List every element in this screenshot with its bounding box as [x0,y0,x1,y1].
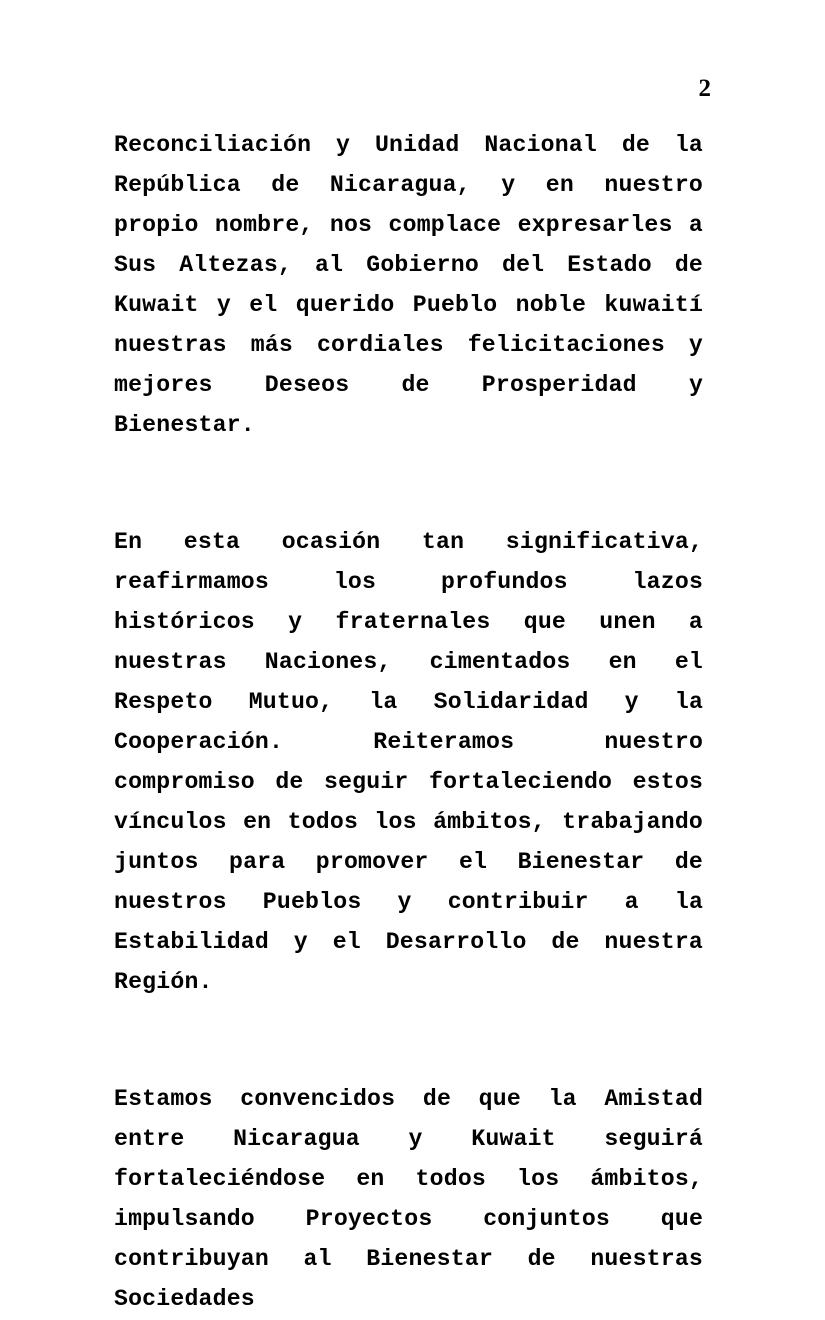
paragraph-3: Estamos convencidos de que la Amistad entre Nicaragua y Kuwait seguirá fortaleciéndose en todos los ámbitos, impulsando Proyectos conjuntos que contribuyan al Bienestar de nuestras Sociedades [114,1086,704,1313]
paragraph-2: En esta ocasión tan significativa, reafirmamos los profundos lazos históricos y fraternales que unen a nuestras Naciones, cimentados en el Respeto Mutuo, la Solidaridad y la Cooperación. Reiteramos nuestro compromiso de seguir fortaleciendo estos vínculos en todos los ámbitos, trabajando juntos para promover el Bienestar de nuestros Pueblos y contribuir a la Estabilidad y el Desarrollo de nuestra Región. [114,529,704,996]
page-header [114,74,711,104]
document-body [114,126,712,1320]
page-number: 2 [698,75,711,102]
paragraph-1: Reconciliación y Unidad Nacional de la República de Nicaragua, y en nuestro propio nombre, nos complace expresarles a Sus Altezas, al Gobierno del Estado de Kuwait y el querido Pueblo noble kuwaití nuestras más cordiales felicitaciones y mejores Deseos de Prosperidad y Bienestar. [114,132,704,439]
